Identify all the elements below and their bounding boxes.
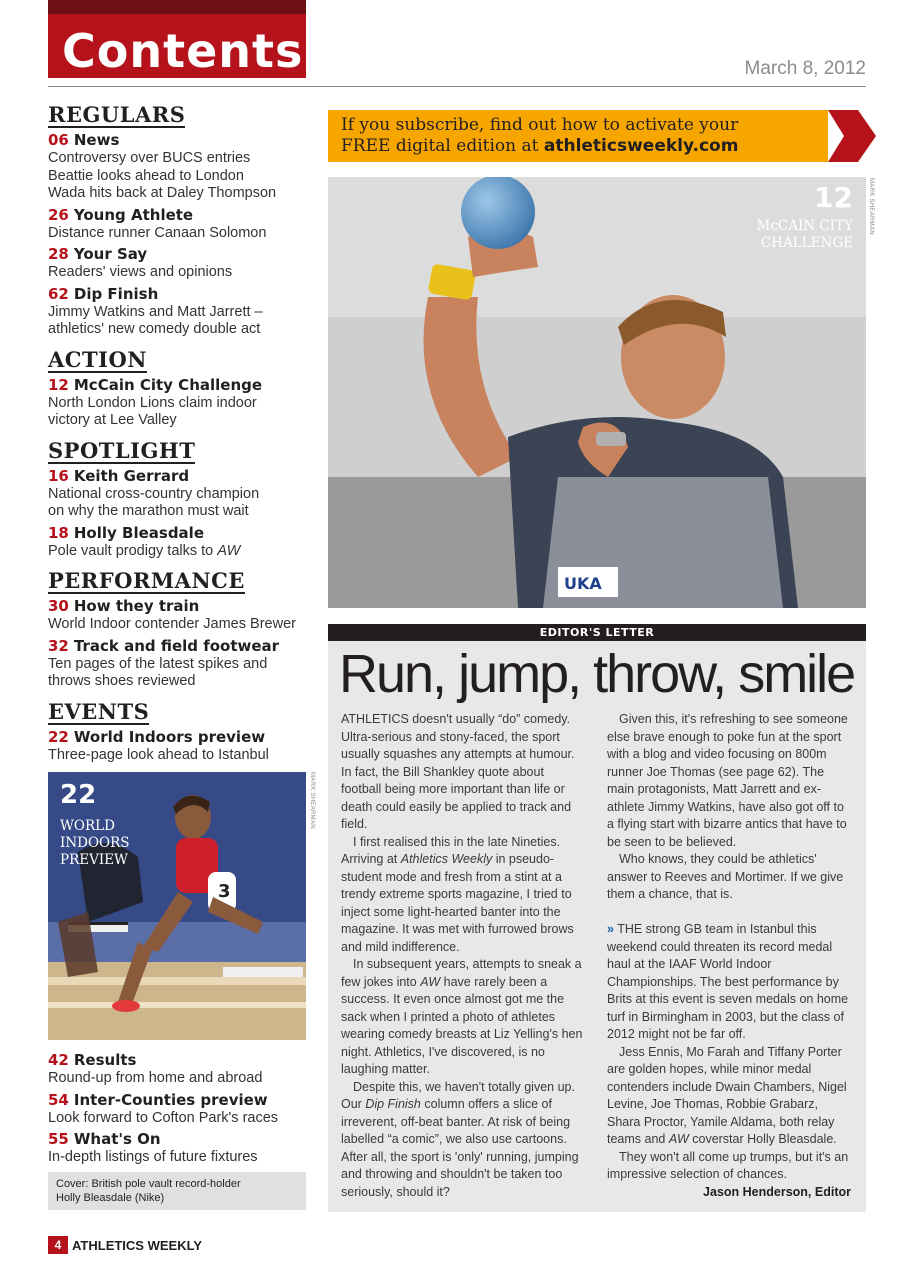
editors-letter-headline: Run, jump, throw, smile <box>339 644 855 704</box>
item-title: Holly Bleasdale <box>73 523 204 542</box>
section-heading: PERFORMANCE <box>48 568 245 593</box>
page-number: 28 <box>48 245 69 263</box>
item-title: How they train <box>73 597 200 615</box>
item-desc: on why the marathon must wait <box>48 503 249 519</box>
contents-item[interactable] <box>48 1129 310 1167</box>
section-heading: REGULARS <box>48 102 186 127</box>
contents-item[interactable] <box>48 636 310 691</box>
item-desc: Controversy over BUCS entries <box>48 150 251 166</box>
header-top-bar <box>48 0 306 14</box>
contents-item[interactable] <box>48 244 310 282</box>
contents-item[interactable] <box>48 1050 310 1088</box>
editors-letter-column-1 <box>341 711 585 1201</box>
chevron-right-icon <box>828 110 878 162</box>
page-number: 54 <box>48 1090 69 1109</box>
caption-line: CHALLENGE <box>760 235 853 251</box>
item-desc: Beattie looks ahead to London <box>48 167 244 184</box>
caption-line: McCAIN CITY <box>756 218 853 234</box>
item-desc: Three-page look ahead to Istanbul <box>48 746 269 763</box>
contents-item[interactable] <box>48 727 310 765</box>
contents-item[interactable] <box>48 130 310 203</box>
item-title: World Indoors preview <box>73 727 266 746</box>
photo-page-number: 22 <box>60 780 97 810</box>
contents-item[interactable] <box>48 284 310 339</box>
contents-list <box>48 104 310 774</box>
text: In subsequent years, attempts to sneak a few jokes into <box>341 957 582 989</box>
page-number: 62 <box>48 284 69 303</box>
item-desc: Look forward to Cofton Park's races <box>48 1109 279 1126</box>
section-spotlight <box>48 437 310 561</box>
contents-item[interactable] <box>48 523 310 561</box>
page-number: 12 <box>48 375 69 394</box>
issue-date: March 8, 2012 <box>744 58 866 79</box>
section-action <box>48 346 310 430</box>
contents-item[interactable] <box>48 375 310 430</box>
section-heading: SPOTLIGHT <box>48 437 196 463</box>
text-em: Athletics Weekly <box>400 852 493 866</box>
page-number: 18 <box>48 523 69 542</box>
editors-letter-column-2 <box>607 711 851 1201</box>
text: THE strong GB team in Istanbul this weekend could threaten its record medal haul at the IAAF World Indoor Championships. The best performance by Brits at this event is seven medals on home turf in Birmingham in 2003, but the class of 2012 might not be far off. <box>607 922 849 1041</box>
editors-letter-label: EDITOR'S LETTER <box>328 624 866 641</box>
cover-note <box>48 1172 306 1210</box>
paragraph: Given this, it's refreshing to see someone else brave enough to poke fun at the sport with a blog and video focusing on 800m runner Joe Thomas (see page 62). The main protagonists, Matt Jarrett and ex-athlete Jimmy Watkins, have also got off to a flying start with bizarre antics that have to be seen to be believed. <box>607 712 848 849</box>
item-title: McCain City Challenge <box>73 375 263 394</box>
contents-list-continued <box>48 1048 310 1167</box>
section-heading: EVENTS <box>48 698 150 724</box>
item-desc: Distance runner Canaan Solomon <box>48 224 267 241</box>
item-desc: Readers' views and opinions <box>48 264 233 280</box>
paragraph <box>341 1079 585 1202</box>
photo-caption <box>757 218 853 252</box>
text: Jess Ennis, Mo Farah and Tiffany Porter are golden hopes, while minor medal contenders include Dwain Chambers, Nigel Levine, Joe Thomas, Robbie Grabarz, Shara Proctor, Yamile Aldama, both relay teams and <box>607 1044 847 1146</box>
header-rule <box>48 86 866 87</box>
item-desc: Ten pages of the latest spikes and <box>48 655 268 672</box>
paragraph <box>607 1044 851 1149</box>
text-em: AW <box>668 1132 689 1146</box>
item-desc: Jimmy Watkins and Matt Jarrett – <box>48 303 263 320</box>
item-title: Young Athlete <box>73 205 194 224</box>
contents-item[interactable] <box>48 1090 310 1128</box>
paragraph <box>341 956 585 1079</box>
text: column offers a slice of irreverent, off-beat banter. At risk of being labelled “a comic”, we also use cartoons. After all, the sport is 'only' running, jumping and throwing and shouldn't be taken too seriously, should it? <box>341 1097 579 1199</box>
item-desc: Wada hits back at Daley Thompson <box>48 185 277 201</box>
item-desc-text: Pole vault prodigy talks to <box>48 542 218 559</box>
item-desc-em: AW <box>217 542 241 559</box>
paragraph <box>607 921 851 1044</box>
paragraph: They won't all come up trumps, but it's an impressive selection of chances. <box>607 1149 849 1181</box>
contents-item[interactable] <box>48 596 310 634</box>
item-title: Keith Gerrard <box>73 466 190 485</box>
section-performance <box>48 570 310 691</box>
folio-page-number: 4 <box>48 1236 68 1254</box>
item-desc: World Indoor contender James Brewer <box>48 616 296 632</box>
item-title: Inter-Counties preview <box>73 1090 268 1109</box>
item-desc <box>48 543 310 561</box>
item-title: Dip Finish <box>73 284 159 303</box>
paragraph <box>341 834 585 957</box>
item-desc: throws shoes reviewed <box>48 673 196 689</box>
item-desc: In-depth listings of future fixtures <box>48 1149 258 1165</box>
page-number: 26 <box>48 205 69 224</box>
page-number: 22 <box>48 727 69 746</box>
caption-line: WORLD <box>60 818 115 834</box>
item-desc: Round-up from home and abroad <box>48 1070 263 1086</box>
text: Despite this, we haven't totally given up. Our <box>341 1079 575 1111</box>
cover-note-line: Cover: British pole vault record-holder <box>56 1178 241 1190</box>
main-photo-overlay[interactable] <box>756 181 853 252</box>
item-title: Your Say <box>73 245 148 263</box>
item-desc: victory at Lee Valley <box>48 412 177 428</box>
page-number: 06 <box>48 131 69 149</box>
cover-note-line: Holly Bleasdale (Nike) <box>56 1192 165 1204</box>
section-heading: ACTION <box>48 346 147 372</box>
text: in pseudo-student mode and fresh from a stint at a trendy extreme sports magazine, I tried to inject some light-hearted banter into the magazine. It was met with furrowed brows and mild indifference. <box>341 852 574 954</box>
text-em: Dip Finish <box>365 1097 421 1111</box>
subscribe-prefix: FREE digital edition at <box>341 136 544 156</box>
editor-signature: Jason Henderson, Editor <box>703 1184 851 1199</box>
contents-title-box <box>48 14 306 78</box>
page-number: 32 <box>48 636 69 655</box>
svg-text:3: 3 <box>218 881 231 902</box>
subscribe-line <box>341 136 821 157</box>
item-title: What's On <box>73 1130 161 1148</box>
section-events <box>48 698 310 765</box>
caption-line: INDOORS <box>60 835 130 851</box>
page-number: 42 <box>48 1051 69 1069</box>
paragraph: Who knows, they could be athletics' answer to Reeves and Mortimer. If we give them a chance, that is. <box>607 852 844 901</box>
photo-credit: MARK SHEARMAN <box>309 772 315 829</box>
item-title: News <box>73 131 120 149</box>
contents-item[interactable] <box>48 205 310 243</box>
chevron-icon: » <box>607 922 614 936</box>
photo-credit: MARK SHEARMAN <box>868 178 874 235</box>
caption-line: PREVIEW <box>60 852 128 868</box>
contents-item[interactable] <box>48 466 310 521</box>
item-title: Track and field footwear <box>73 636 280 655</box>
world-indoors-overlay[interactable] <box>60 782 130 869</box>
item-desc: athletics' new comedy double act <box>48 321 261 337</box>
subscribe-link[interactable]: athleticsweekly.com <box>543 136 739 156</box>
subscribe-text <box>341 115 821 157</box>
item-title: Results <box>73 1051 137 1069</box>
page-number: 16 <box>48 466 69 485</box>
photo-page-number: 12 <box>814 181 853 214</box>
text: coverstar Holly Bleasdale. <box>688 1132 837 1146</box>
item-desc: North London Lions claim indoor <box>48 394 257 411</box>
page-number: 55 <box>48 1130 69 1148</box>
text-em: AW <box>420 974 441 989</box>
text: I first realised this in the late Nineties. Arriving at <box>341 834 561 866</box>
item-desc: National cross-country champion <box>48 485 260 502</box>
paragraph: ATHLETICS doesn't usually “do” comedy. Ultra-serious and stony-faced, the sport usually squashes any attempts at humour. In fact, the Bill Shankley quote about football being more important than life or death could easily be applied to track and field. <box>341 712 575 831</box>
section-regulars <box>48 104 310 339</box>
subscribe-line: If you subscribe, find out how to activate your <box>341 115 739 135</box>
photo-caption <box>60 818 130 869</box>
folio-title: ATHLETICS WEEKLY <box>72 1238 203 1253</box>
page-number: 30 <box>48 597 69 615</box>
page-title: Contents <box>62 24 304 78</box>
vest-text: UKA <box>564 574 602 593</box>
text: have rarely been a success. It even once almost got me the sack when I printed a photo of athletes wearing comedy breasts at Liz Yelling's hen night. Athletics, I've discovered, is no laughing matter. <box>341 974 583 1076</box>
